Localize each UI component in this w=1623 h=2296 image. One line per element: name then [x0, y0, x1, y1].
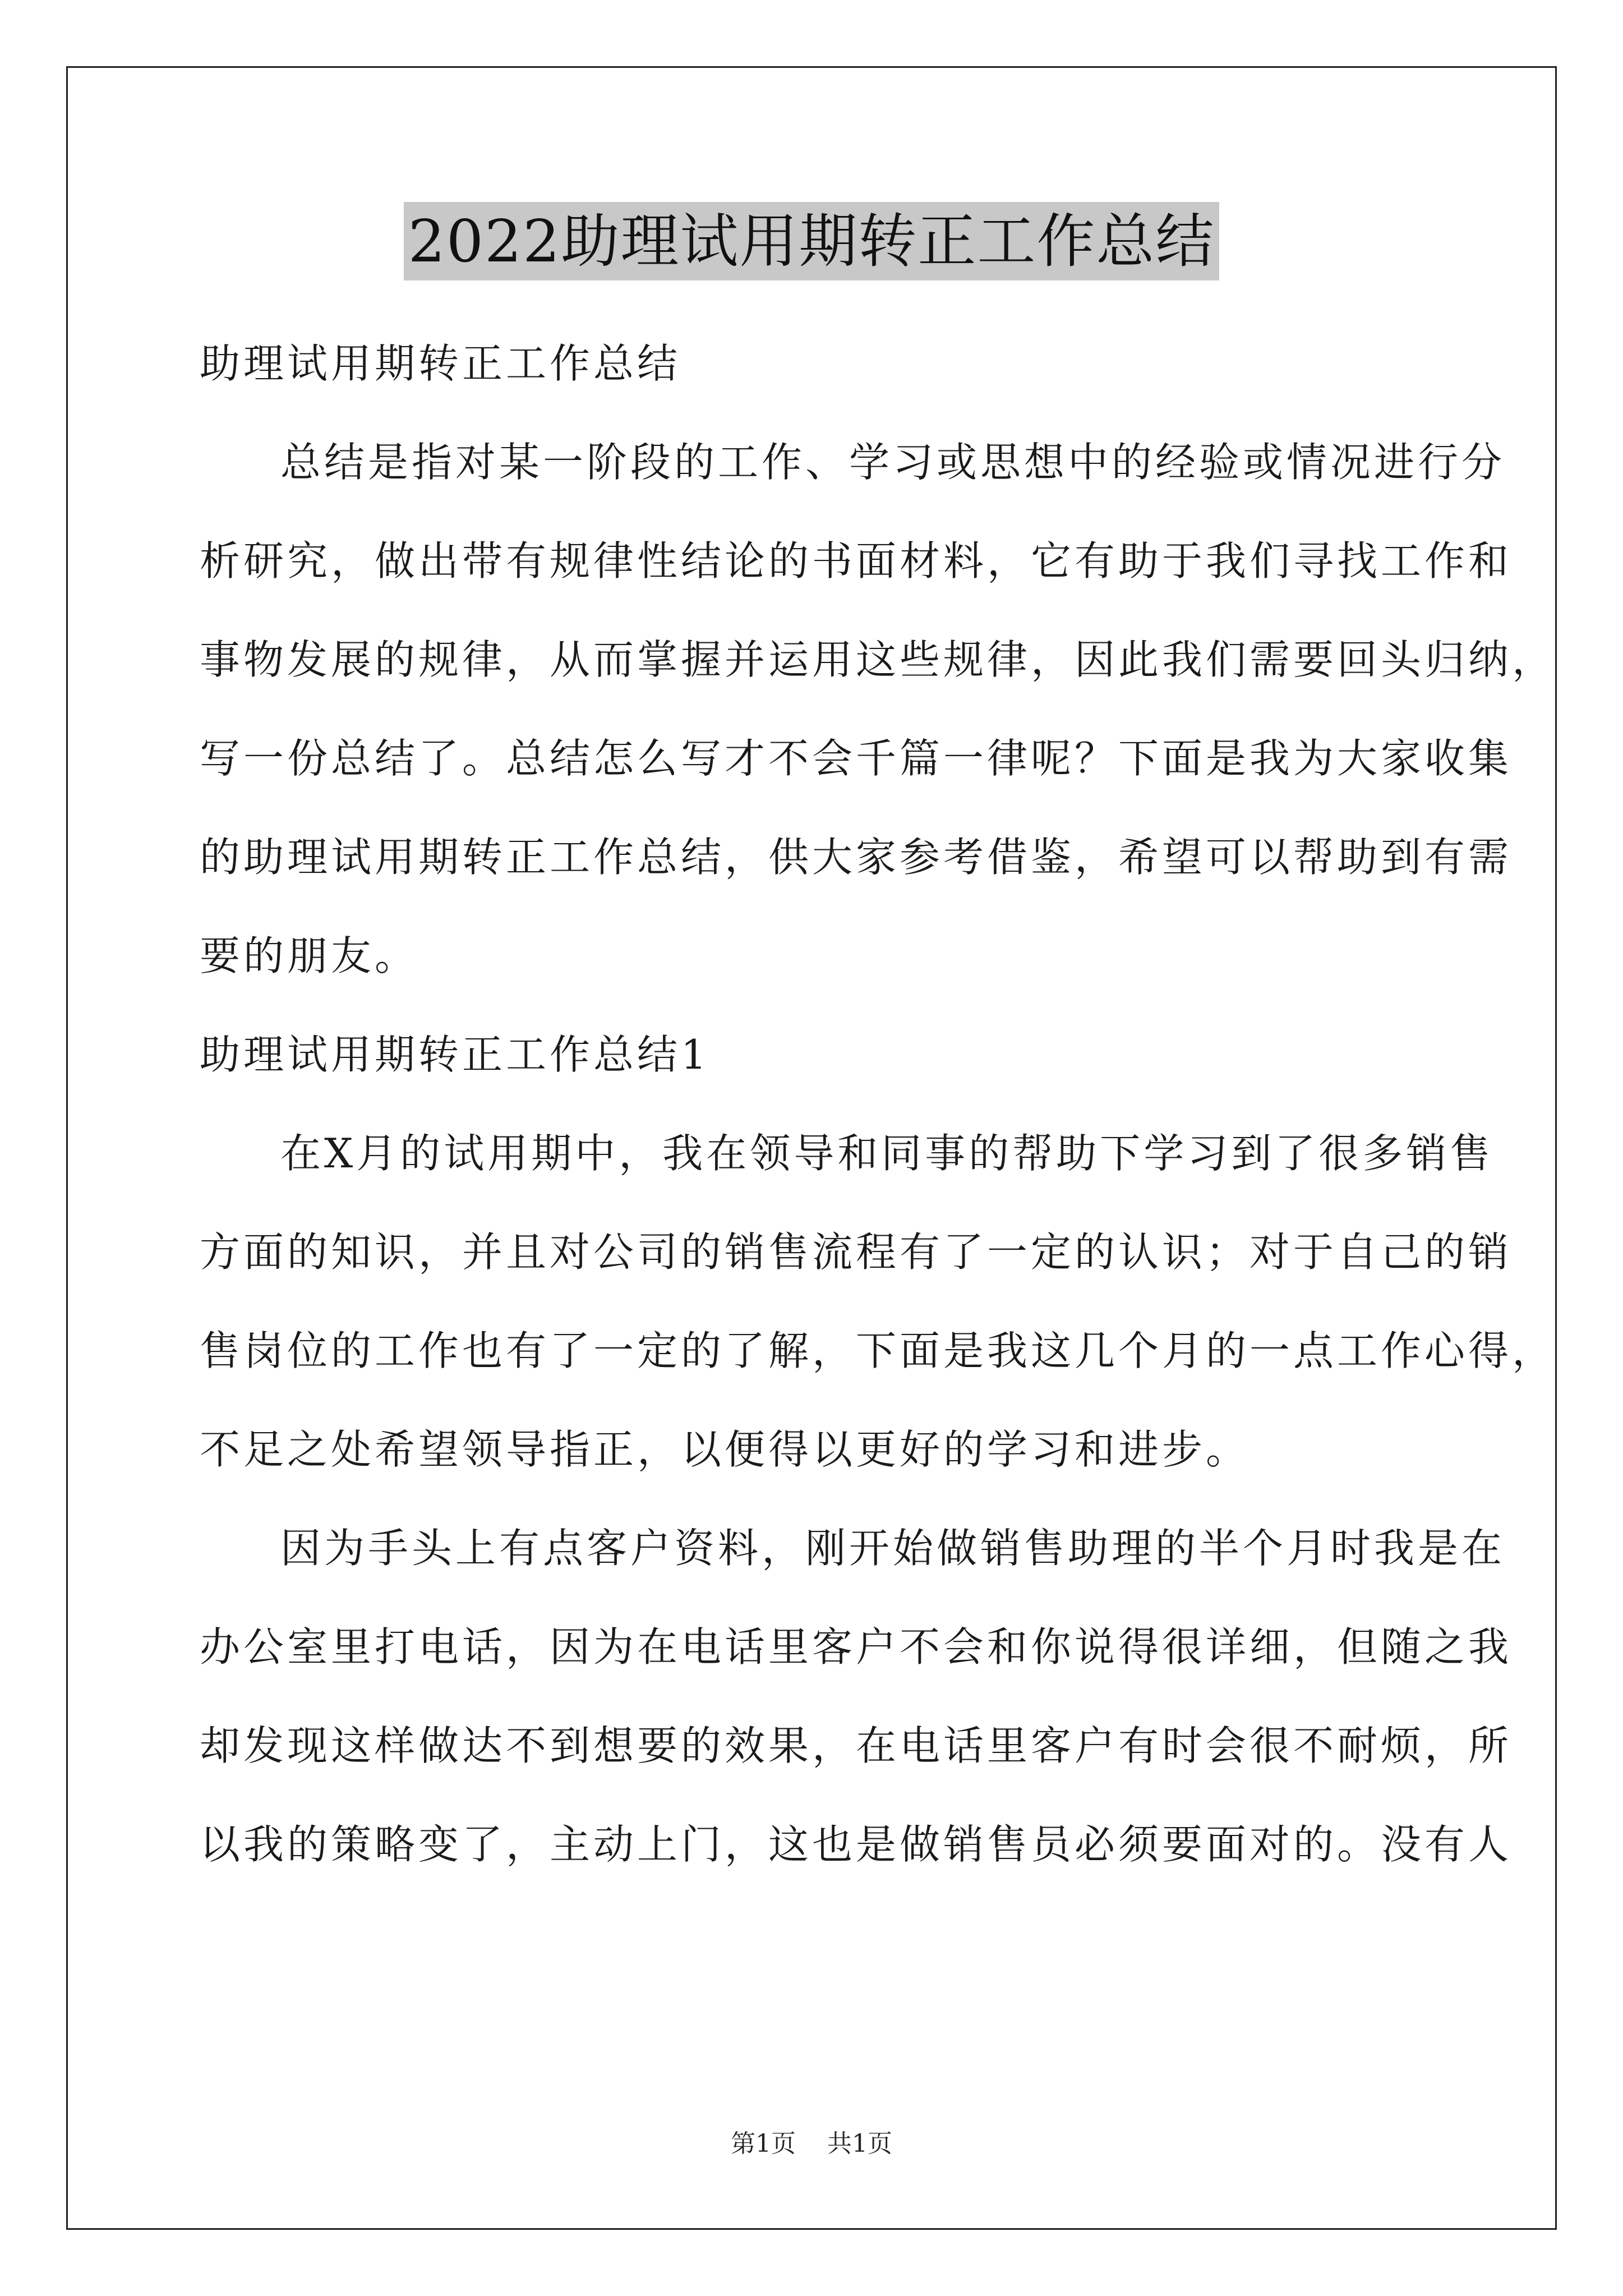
text-line: 在X月的试用期中，我在领导和同事的帮助下学习到了很多销售: [280, 1130, 1494, 1177]
document-title: 2022助理试用期转正工作总结: [404, 202, 1220, 280]
text-line: 事物发展的规律，从而掌握并运用这些规律，因此我们需要回头归纳，: [200, 636, 1556, 683]
text-line: 以我的策略变了，主动上门，这也是做销售员必须要面对的。没有人: [200, 1821, 1513, 1868]
document-body: [200, 314, 1556, 1894]
text-line: 助理试用期转正工作总结: [200, 340, 681, 387]
page-total: 共1页: [827, 2129, 892, 2158]
text-line: 不足之处希望领导指正，以便得以更好的学习和进步。: [200, 1426, 1250, 1473]
page-number: 第1页: [731, 2129, 796, 2158]
text-line: 写一份总结了。总结怎么写才不会千篇一律呢？下面是我为大家收集: [200, 735, 1513, 782]
text-line: 售岗位的工作也有了一定的了解，下面是我这几个月的一点工作心得，: [200, 1327, 1556, 1374]
text-line: 却发现这样做达不到想要的效果，在电话里客户有时会很不耐烦，所: [200, 1722, 1513, 1769]
text-line: 析研究，做出带有规律性结论的书面材料，它有助于我们寻找工作和: [200, 537, 1513, 585]
text-line: 方面的知识，并且对公司的销售流程有了一定的认识；对于自己的销: [200, 1228, 1513, 1276]
text-line: 要的朋友。: [200, 932, 419, 979]
text-line: 总结是指对某一阶段的工作、学习或思想中的经验或情况进行分: [280, 439, 1506, 486]
text-line: 办公室里打电话，因为在电话里客户不会和你说得很详细，但随之我: [200, 1623, 1513, 1671]
page-footer: [0, 2127, 1623, 2161]
text-line: 助理试用期转正工作总结1: [200, 1031, 710, 1078]
text-line: 的助理试用期转正工作总结，供大家参考借鉴，希望可以帮助到有需: [200, 834, 1513, 881]
text-line: 因为手头上有点客户资料，刚开始做销售助理的半个月时我是在: [280, 1525, 1506, 1572]
title-area: [0, 202, 1623, 280]
